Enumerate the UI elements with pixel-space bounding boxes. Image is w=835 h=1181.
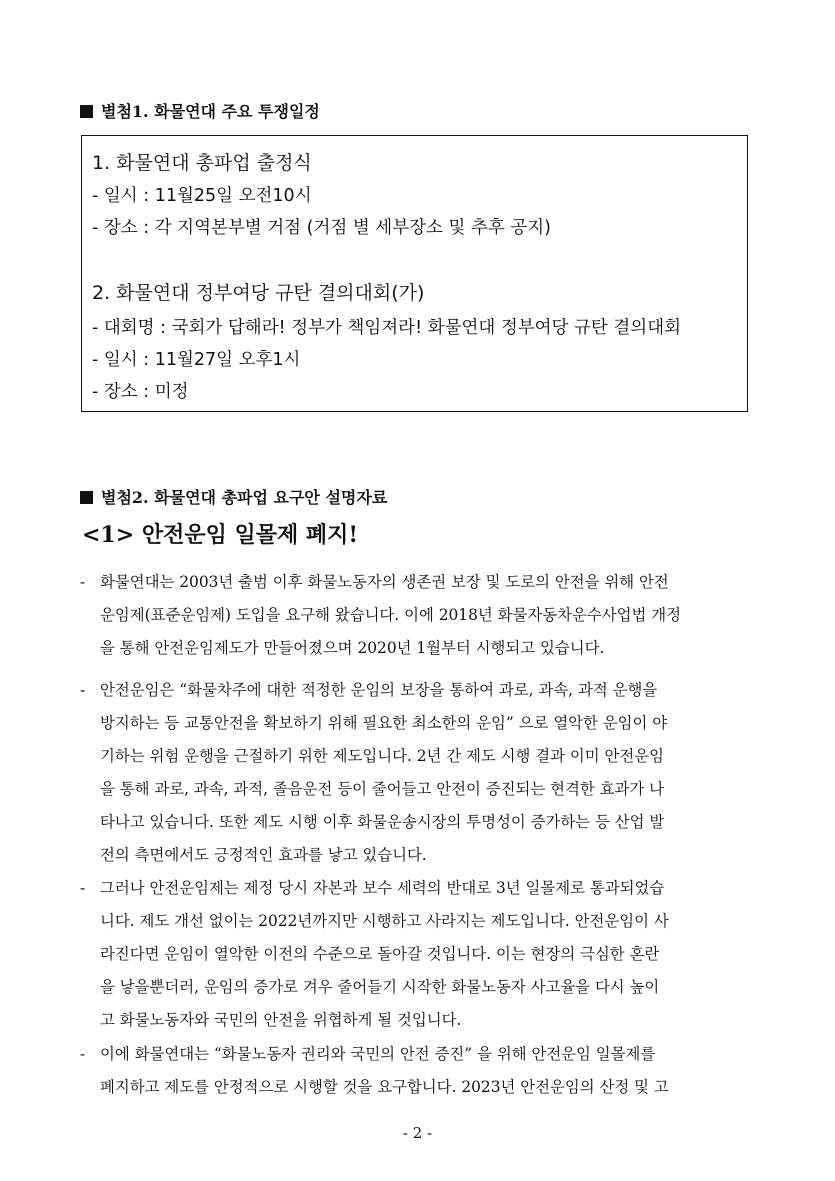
square-bullet-icon	[80, 491, 93, 504]
item2-name: - 대회명 : 국회가 답해라! 정부가 책임져라! 화물연대 정부여당 규탄 결의대회	[92, 318, 682, 338]
item1-heading: 1. 화물연대 총파업 출정식	[92, 152, 312, 174]
section1-title: 별첨1. 화물연대 주요 투쟁일정	[80, 99, 320, 122]
paragraph-2: - 안전운임은 “화물차주에 대한 적정한 운임의 보장을 통하여 과로, 과속, 과적 운행을 방지하는 등 교통안전을 확보하기 위해 필요한 최소한의 운임” 으로 열악한 운임이 야 기하는 위험 운행을 근절하기 위한 제도입니다. 2년 간 제도 시행 결과 이미 안전운임 을 통해 과로, 과속, 과적, 졸음운전 등이 줄어들고 안전이 증진되는 현격한 효과가 나 타나고 있습니다. 또한 제도 시행 이후 화물운송시장의 투명성이 증가하는 등 산업 발 전의 측면에서도 긍정적인 효과를 낳고 있습니다.	[80, 681, 668, 864]
item1-date: - 일시 : 11월25일 오전10시	[92, 186, 312, 206]
square-bullet-icon	[80, 105, 93, 118]
schedule-box	[81, 135, 748, 412]
item2-heading: 2. 화물연대 정부여당 규탄 결의대회(가)	[92, 282, 425, 304]
subheading: <1> 안전운임 일몰제 폐지!	[82, 522, 359, 548]
item2-place: - 장소 : 미정	[92, 382, 189, 402]
paragraph-1: - 화물연대는 2003년 출범 이후 화물노동자의 생존권 보장 및 도로의 안전을 위해 안전 운임제(표준운임제) 도입을 요구해 왔습니다. 이에 2018년 화물자동차운수사업법 개정 을 통해 안전운임제도가 만들어졌으며 2020년 1월부터 시행되고 있습니다.	[80, 573, 681, 657]
page-number: - 2 -	[402, 1124, 433, 1142]
paragraph-4: - 이에 화물연대는 “화물노동자 권리와 국민의 안전 증진” 을 위해 안전운임 일몰제를 폐지하고 제도를 안정적으로 시행할 것을 요구합니다. 2023년 안전운임의 산정 및 고	[80, 1045, 669, 1096]
item1-place: - 장소 : 각 지역본부별 거점 (거점 별 세부장소 및 추후 공지)	[92, 218, 551, 238]
paragraph-3: - 그러나 안전운임제는 제정 당시 자본과 보수 세력의 반대로 3년 일몰제로 통과되었습 니다. 제도 개선 없이는 2022년까지만 시행하고 사라지는 제도입니다. 안전운임이 사 라진다면 운임이 열악한 이전의 수준으로 돌아갈 것입니다. 이는 현장의 극심한 혼란 을 낳을뿐더러, 운임의 증가로 겨우 줄어들기 시작한 화물노동자 사고율을 다시 높이 고 화물노동자와 국민의 안전을 위협하게 될 것입니다.	[80, 879, 669, 1029]
section2-title: 별첨2. 화물연대 총파업 요구안 설명자료	[80, 485, 387, 508]
item2-date: - 일시 : 11월27일 오후1시	[92, 350, 301, 370]
